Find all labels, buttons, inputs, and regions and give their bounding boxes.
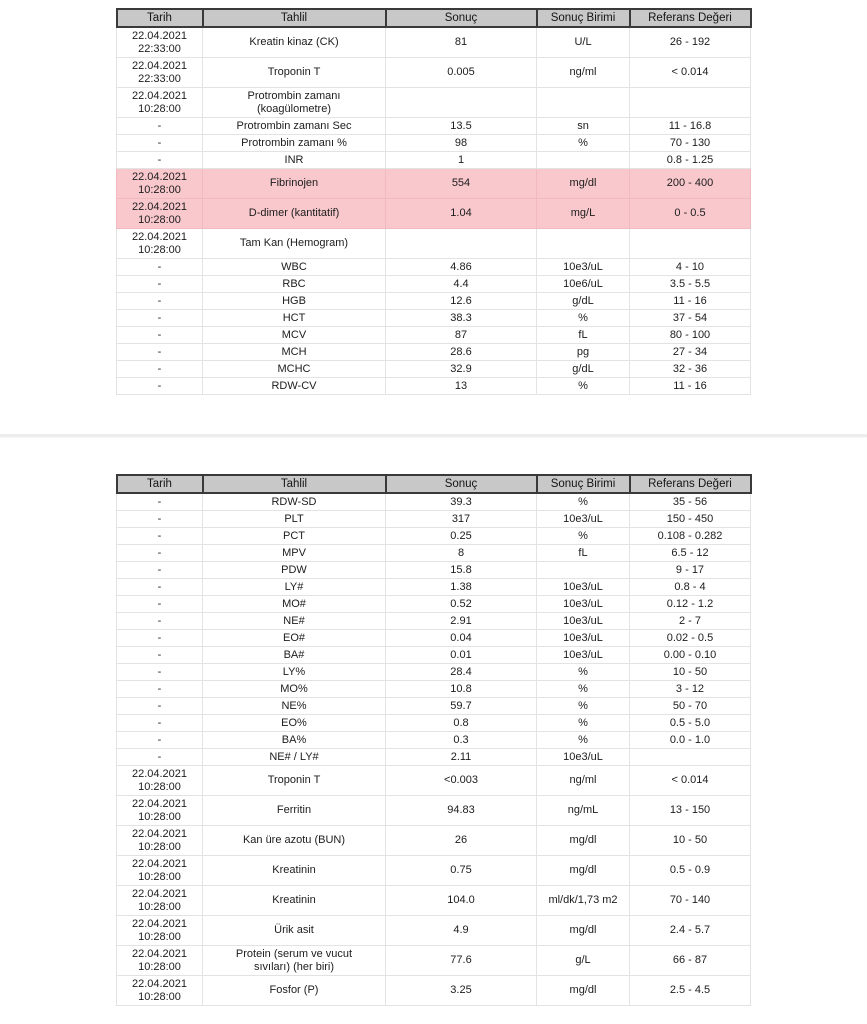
result-cell: 4.86 bbox=[386, 259, 537, 276]
table-row-highlighted bbox=[117, 199, 751, 229]
reference-cell: 200 - 400 bbox=[630, 169, 751, 199]
test-name-cell: Protrombin zamanı Sec bbox=[203, 118, 386, 135]
unit-cell: mg/dl bbox=[537, 169, 630, 199]
column-header: Tahlil bbox=[203, 9, 386, 27]
unit-cell: mg/dl bbox=[537, 976, 630, 1006]
reference-cell: 0.5 - 0.9 bbox=[630, 856, 751, 886]
table-row bbox=[117, 545, 751, 562]
result-cell: 0.3 bbox=[386, 732, 537, 749]
table-row bbox=[117, 310, 751, 327]
reference-cell: 0.8 - 1.25 bbox=[630, 152, 751, 169]
date-cell: - bbox=[117, 135, 203, 152]
unit-cell: mg/dl bbox=[537, 826, 630, 856]
unit-cell: g/dL bbox=[537, 361, 630, 378]
unit-cell: % bbox=[537, 715, 630, 732]
test-name-cell: PCT bbox=[203, 528, 386, 545]
unit-cell: % bbox=[537, 528, 630, 545]
result-cell bbox=[386, 88, 537, 118]
date-cell: - bbox=[117, 579, 203, 596]
unit-cell: 10e3/uL bbox=[537, 613, 630, 630]
reference-cell bbox=[630, 749, 751, 766]
page-gap bbox=[0, 395, 867, 434]
date-cell: 22.04.2021 22:33:00 bbox=[117, 27, 203, 58]
reference-cell: 0 - 0.5 bbox=[630, 199, 751, 229]
result-cell: 0.005 bbox=[386, 58, 537, 88]
table-row bbox=[117, 493, 751, 511]
lab-table-2 bbox=[116, 474, 752, 1006]
column-header: Sonuç Birimi bbox=[537, 9, 630, 27]
unit-cell: 10e3/uL bbox=[537, 511, 630, 528]
date-cell: - bbox=[117, 732, 203, 749]
date-cell: 22.04.2021 10:28:00 bbox=[117, 826, 203, 856]
test-name-cell: Protrombin zamanı % bbox=[203, 135, 386, 152]
unit-cell: 10e3/uL bbox=[537, 259, 630, 276]
result-cell: 26 bbox=[386, 826, 537, 856]
table-row bbox=[117, 715, 751, 732]
date-cell: - bbox=[117, 698, 203, 715]
result-cell: 0.25 bbox=[386, 528, 537, 545]
unit-cell bbox=[537, 229, 630, 259]
unit-cell bbox=[537, 88, 630, 118]
date-cell: - bbox=[117, 681, 203, 698]
table-row bbox=[117, 681, 751, 698]
result-cell: 13 bbox=[386, 378, 537, 395]
result-cell: 317 bbox=[386, 511, 537, 528]
result-cell: 3.25 bbox=[386, 976, 537, 1006]
result-cell: 10.8 bbox=[386, 681, 537, 698]
reference-cell: 10 - 50 bbox=[630, 664, 751, 681]
table-header-row bbox=[117, 9, 751, 27]
result-cell: 1.38 bbox=[386, 579, 537, 596]
date-cell: - bbox=[117, 327, 203, 344]
unit-cell: % bbox=[537, 310, 630, 327]
reference-cell: 150 - 450 bbox=[630, 511, 751, 528]
table-row bbox=[117, 344, 751, 361]
result-cell: 2.11 bbox=[386, 749, 537, 766]
reference-cell: 2.4 - 5.7 bbox=[630, 916, 751, 946]
unit-cell: mg/L bbox=[537, 199, 630, 229]
date-cell: - bbox=[117, 562, 203, 579]
table-row bbox=[117, 229, 751, 259]
unit-cell bbox=[537, 152, 630, 169]
test-name-cell: Protrombin zamanı (koagülometre) bbox=[203, 88, 386, 118]
result-cell: 4.9 bbox=[386, 916, 537, 946]
date-cell: - bbox=[117, 293, 203, 310]
table-row bbox=[117, 886, 751, 916]
date-cell: 22.04.2021 22:33:00 bbox=[117, 58, 203, 88]
unit-cell bbox=[537, 562, 630, 579]
result-cell: 87 bbox=[386, 327, 537, 344]
reference-cell: 0.12 - 1.2 bbox=[630, 596, 751, 613]
test-name-cell: Fibrinojen bbox=[203, 169, 386, 199]
result-cell: 0.01 bbox=[386, 647, 537, 664]
test-name-cell: Troponin T bbox=[203, 766, 386, 796]
date-cell: 22.04.2021 10:28:00 bbox=[117, 88, 203, 118]
reference-cell: 2.5 - 4.5 bbox=[630, 976, 751, 1006]
table-row bbox=[117, 766, 751, 796]
test-name-cell: Ürik asit bbox=[203, 916, 386, 946]
result-cell: 39.3 bbox=[386, 493, 537, 511]
date-cell: 22.04.2021 10:28:00 bbox=[117, 766, 203, 796]
reference-cell: 10 - 50 bbox=[630, 826, 751, 856]
test-name-cell: MO# bbox=[203, 596, 386, 613]
lab-table-1 bbox=[116, 8, 752, 395]
unit-cell: fL bbox=[537, 545, 630, 562]
unit-cell: mg/dl bbox=[537, 916, 630, 946]
date-cell: - bbox=[117, 259, 203, 276]
date-cell: - bbox=[117, 664, 203, 681]
result-cell: 77.6 bbox=[386, 946, 537, 976]
table-row bbox=[117, 856, 751, 886]
reference-cell: 66 - 87 bbox=[630, 946, 751, 976]
test-name-cell: Kreatinin bbox=[203, 886, 386, 916]
table-row bbox=[117, 259, 751, 276]
date-cell: - bbox=[117, 152, 203, 169]
test-name-cell: Protein (serum ve vucut sıvıları) (her biri) bbox=[203, 946, 386, 976]
result-cell: 0.75 bbox=[386, 856, 537, 886]
test-name-cell: HGB bbox=[203, 293, 386, 310]
table-row bbox=[117, 152, 751, 169]
reference-cell: 13 - 150 bbox=[630, 796, 751, 826]
result-cell: 0.8 bbox=[386, 715, 537, 732]
page-gap bbox=[0, 437, 867, 474]
table-row bbox=[117, 528, 751, 545]
table-row bbox=[117, 118, 751, 135]
unit-cell: % bbox=[537, 732, 630, 749]
unit-cell: % bbox=[537, 378, 630, 395]
reference-cell: 11 - 16 bbox=[630, 293, 751, 310]
reference-cell: 0.108 - 0.282 bbox=[630, 528, 751, 545]
table-row bbox=[117, 27, 751, 58]
column-header: Sonuç bbox=[386, 475, 537, 493]
reference-cell: 0.8 - 4 bbox=[630, 579, 751, 596]
unit-cell: g/dL bbox=[537, 293, 630, 310]
table-row bbox=[117, 796, 751, 826]
test-name-cell: Ferritin bbox=[203, 796, 386, 826]
table-row bbox=[117, 732, 751, 749]
date-cell: 22.04.2021 10:28:00 bbox=[117, 856, 203, 886]
reference-cell: 70 - 140 bbox=[630, 886, 751, 916]
result-cell: 28.4 bbox=[386, 664, 537, 681]
unit-cell: ng/mL bbox=[537, 796, 630, 826]
test-name-cell: MPV bbox=[203, 545, 386, 562]
date-cell: 22.04.2021 10:28:00 bbox=[117, 886, 203, 916]
test-name-cell: EO% bbox=[203, 715, 386, 732]
unit-cell: mg/dl bbox=[537, 856, 630, 886]
test-name-cell: HCT bbox=[203, 310, 386, 327]
unit-cell: % bbox=[537, 681, 630, 698]
test-name-cell: MCV bbox=[203, 327, 386, 344]
column-header: Referans Değeri bbox=[630, 475, 751, 493]
table-row bbox=[117, 916, 751, 946]
test-name-cell: WBC bbox=[203, 259, 386, 276]
table-row bbox=[117, 58, 751, 88]
date-cell: - bbox=[117, 715, 203, 732]
reference-cell: 27 - 34 bbox=[630, 344, 751, 361]
date-cell: - bbox=[117, 118, 203, 135]
test-name-cell: PLT bbox=[203, 511, 386, 528]
unit-cell: % bbox=[537, 135, 630, 152]
table-row bbox=[117, 613, 751, 630]
result-cell: 81 bbox=[386, 27, 537, 58]
date-cell: - bbox=[117, 613, 203, 630]
date-cell: 22.04.2021 10:28:00 bbox=[117, 916, 203, 946]
test-name-cell: Kreatin kinaz (CK) bbox=[203, 27, 386, 58]
table-row bbox=[117, 630, 751, 647]
test-name-cell: BA# bbox=[203, 647, 386, 664]
date-cell: 22.04.2021 10:28:00 bbox=[117, 169, 203, 199]
table-row bbox=[117, 749, 751, 766]
unit-cell: 10e6/uL bbox=[537, 276, 630, 293]
unit-cell: pg bbox=[537, 344, 630, 361]
test-name-cell: LY# bbox=[203, 579, 386, 596]
table-row bbox=[117, 826, 751, 856]
column-header: Referans Değeri bbox=[630, 9, 751, 27]
table-row bbox=[117, 562, 751, 579]
test-name-cell: D-dimer (kantitatif) bbox=[203, 199, 386, 229]
table-row bbox=[117, 596, 751, 613]
reference-cell: 3.5 - 5.5 bbox=[630, 276, 751, 293]
date-cell: - bbox=[117, 511, 203, 528]
reference-cell: 11 - 16.8 bbox=[630, 118, 751, 135]
result-cell: 2.91 bbox=[386, 613, 537, 630]
unit-cell: g/L bbox=[537, 946, 630, 976]
result-cell: 8 bbox=[386, 545, 537, 562]
reference-cell bbox=[630, 88, 751, 118]
date-cell: 22.04.2021 10:28:00 bbox=[117, 976, 203, 1006]
reference-cell: 3 - 12 bbox=[630, 681, 751, 698]
table-row bbox=[117, 647, 751, 664]
reference-cell: 2 - 7 bbox=[630, 613, 751, 630]
unit-cell: fL bbox=[537, 327, 630, 344]
result-cell: 104.0 bbox=[386, 886, 537, 916]
test-name-cell: NE% bbox=[203, 698, 386, 715]
reference-cell: 70 - 130 bbox=[630, 135, 751, 152]
test-name-cell: Kreatinin bbox=[203, 856, 386, 886]
date-cell: - bbox=[117, 545, 203, 562]
test-name-cell: BA% bbox=[203, 732, 386, 749]
date-cell: - bbox=[117, 749, 203, 766]
reference-cell: 0.00 - 0.10 bbox=[630, 647, 751, 664]
table-row bbox=[117, 293, 751, 310]
table-row bbox=[117, 88, 751, 118]
test-name-cell: INR bbox=[203, 152, 386, 169]
reference-cell: 9 - 17 bbox=[630, 562, 751, 579]
table-header-row bbox=[117, 475, 751, 493]
table-row bbox=[117, 276, 751, 293]
test-name-cell: Tam Kan (Hemogram) bbox=[203, 229, 386, 259]
test-name-cell: PDW bbox=[203, 562, 386, 579]
table-row bbox=[117, 976, 751, 1006]
table-row bbox=[117, 698, 751, 715]
result-cell: 98 bbox=[386, 135, 537, 152]
date-cell: 22.04.2021 10:28:00 bbox=[117, 229, 203, 259]
result-cell: 12.6 bbox=[386, 293, 537, 310]
table-row bbox=[117, 511, 751, 528]
result-cell: 94.83 bbox=[386, 796, 537, 826]
result-cell: 59.7 bbox=[386, 698, 537, 715]
test-name-cell: Kan üre azotu (BUN) bbox=[203, 826, 386, 856]
reference-cell: 0.0 - 1.0 bbox=[630, 732, 751, 749]
reference-cell: < 0.014 bbox=[630, 58, 751, 88]
column-header: Sonuç bbox=[386, 9, 537, 27]
result-cell: 1.04 bbox=[386, 199, 537, 229]
unit-cell: U/L bbox=[537, 27, 630, 58]
result-cell: 4.4 bbox=[386, 276, 537, 293]
unit-cell: % bbox=[537, 664, 630, 681]
reference-cell: 26 - 192 bbox=[630, 27, 751, 58]
date-cell: - bbox=[117, 528, 203, 545]
result-cell: 1 bbox=[386, 152, 537, 169]
unit-cell: sn bbox=[537, 118, 630, 135]
date-cell: - bbox=[117, 276, 203, 293]
date-cell: - bbox=[117, 378, 203, 395]
test-name-cell: MCHC bbox=[203, 361, 386, 378]
unit-cell: ml/dk/1,73 m2 bbox=[537, 886, 630, 916]
unit-cell: % bbox=[537, 698, 630, 715]
result-cell: 0.04 bbox=[386, 630, 537, 647]
result-cell: <0.003 bbox=[386, 766, 537, 796]
reference-cell: 4 - 10 bbox=[630, 259, 751, 276]
reference-cell bbox=[630, 229, 751, 259]
reference-cell: 80 - 100 bbox=[630, 327, 751, 344]
reference-cell: 0.5 - 5.0 bbox=[630, 715, 751, 732]
column-header: Tarih bbox=[117, 475, 203, 493]
result-cell: 554 bbox=[386, 169, 537, 199]
table-row-highlighted bbox=[117, 169, 751, 199]
table-row bbox=[117, 361, 751, 378]
result-cell: 13.5 bbox=[386, 118, 537, 135]
table-row bbox=[117, 664, 751, 681]
date-cell: - bbox=[117, 596, 203, 613]
test-name-cell: RDW-SD bbox=[203, 493, 386, 511]
unit-cell: % bbox=[537, 493, 630, 511]
reference-cell: 0.02 - 0.5 bbox=[630, 630, 751, 647]
table-row bbox=[117, 378, 751, 395]
reference-cell: 50 - 70 bbox=[630, 698, 751, 715]
test-name-cell: Fosfor (P) bbox=[203, 976, 386, 1006]
result-cell: 32.9 bbox=[386, 361, 537, 378]
date-cell: 22.04.2021 10:28:00 bbox=[117, 796, 203, 826]
test-name-cell: RBC bbox=[203, 276, 386, 293]
reference-cell: 37 - 54 bbox=[630, 310, 751, 327]
test-name-cell: EO# bbox=[203, 630, 386, 647]
unit-cell: ng/ml bbox=[537, 766, 630, 796]
date-cell: - bbox=[117, 310, 203, 327]
result-cell: 38.3 bbox=[386, 310, 537, 327]
test-name-cell: MO% bbox=[203, 681, 386, 698]
unit-cell: 10e3/uL bbox=[537, 630, 630, 647]
date-cell: - bbox=[117, 493, 203, 511]
test-name-cell: RDW-CV bbox=[203, 378, 386, 395]
test-name-cell: LY% bbox=[203, 664, 386, 681]
date-cell: - bbox=[117, 630, 203, 647]
column-header: Tahlil bbox=[203, 475, 386, 493]
reference-cell: 6.5 - 12 bbox=[630, 545, 751, 562]
test-name-cell: Troponin T bbox=[203, 58, 386, 88]
column-header: Tarih bbox=[117, 9, 203, 27]
result-cell: 0.52 bbox=[386, 596, 537, 613]
table-row bbox=[117, 946, 751, 976]
test-name-cell: MCH bbox=[203, 344, 386, 361]
reference-cell: 32 - 36 bbox=[630, 361, 751, 378]
table-row bbox=[117, 579, 751, 596]
date-cell: - bbox=[117, 647, 203, 664]
unit-cell: 10e3/uL bbox=[537, 596, 630, 613]
test-name-cell: NE# / LY# bbox=[203, 749, 386, 766]
unit-cell: 10e3/uL bbox=[537, 647, 630, 664]
date-cell: - bbox=[117, 344, 203, 361]
result-cell: 15.8 bbox=[386, 562, 537, 579]
unit-cell: 10e3/uL bbox=[537, 579, 630, 596]
column-header: Sonuç Birimi bbox=[537, 475, 630, 493]
reference-cell: < 0.014 bbox=[630, 766, 751, 796]
date-cell: 22.04.2021 10:28:00 bbox=[117, 199, 203, 229]
unit-cell: ng/ml bbox=[537, 58, 630, 88]
date-cell: - bbox=[117, 361, 203, 378]
result-cell: 28.6 bbox=[386, 344, 537, 361]
reference-cell: 35 - 56 bbox=[630, 493, 751, 511]
test-name-cell: NE# bbox=[203, 613, 386, 630]
reference-cell: 11 - 16 bbox=[630, 378, 751, 395]
unit-cell: 10e3/uL bbox=[537, 749, 630, 766]
result-cell bbox=[386, 229, 537, 259]
table-row bbox=[117, 135, 751, 152]
date-cell: 22.04.2021 10:28:00 bbox=[117, 946, 203, 976]
table-row bbox=[117, 327, 751, 344]
